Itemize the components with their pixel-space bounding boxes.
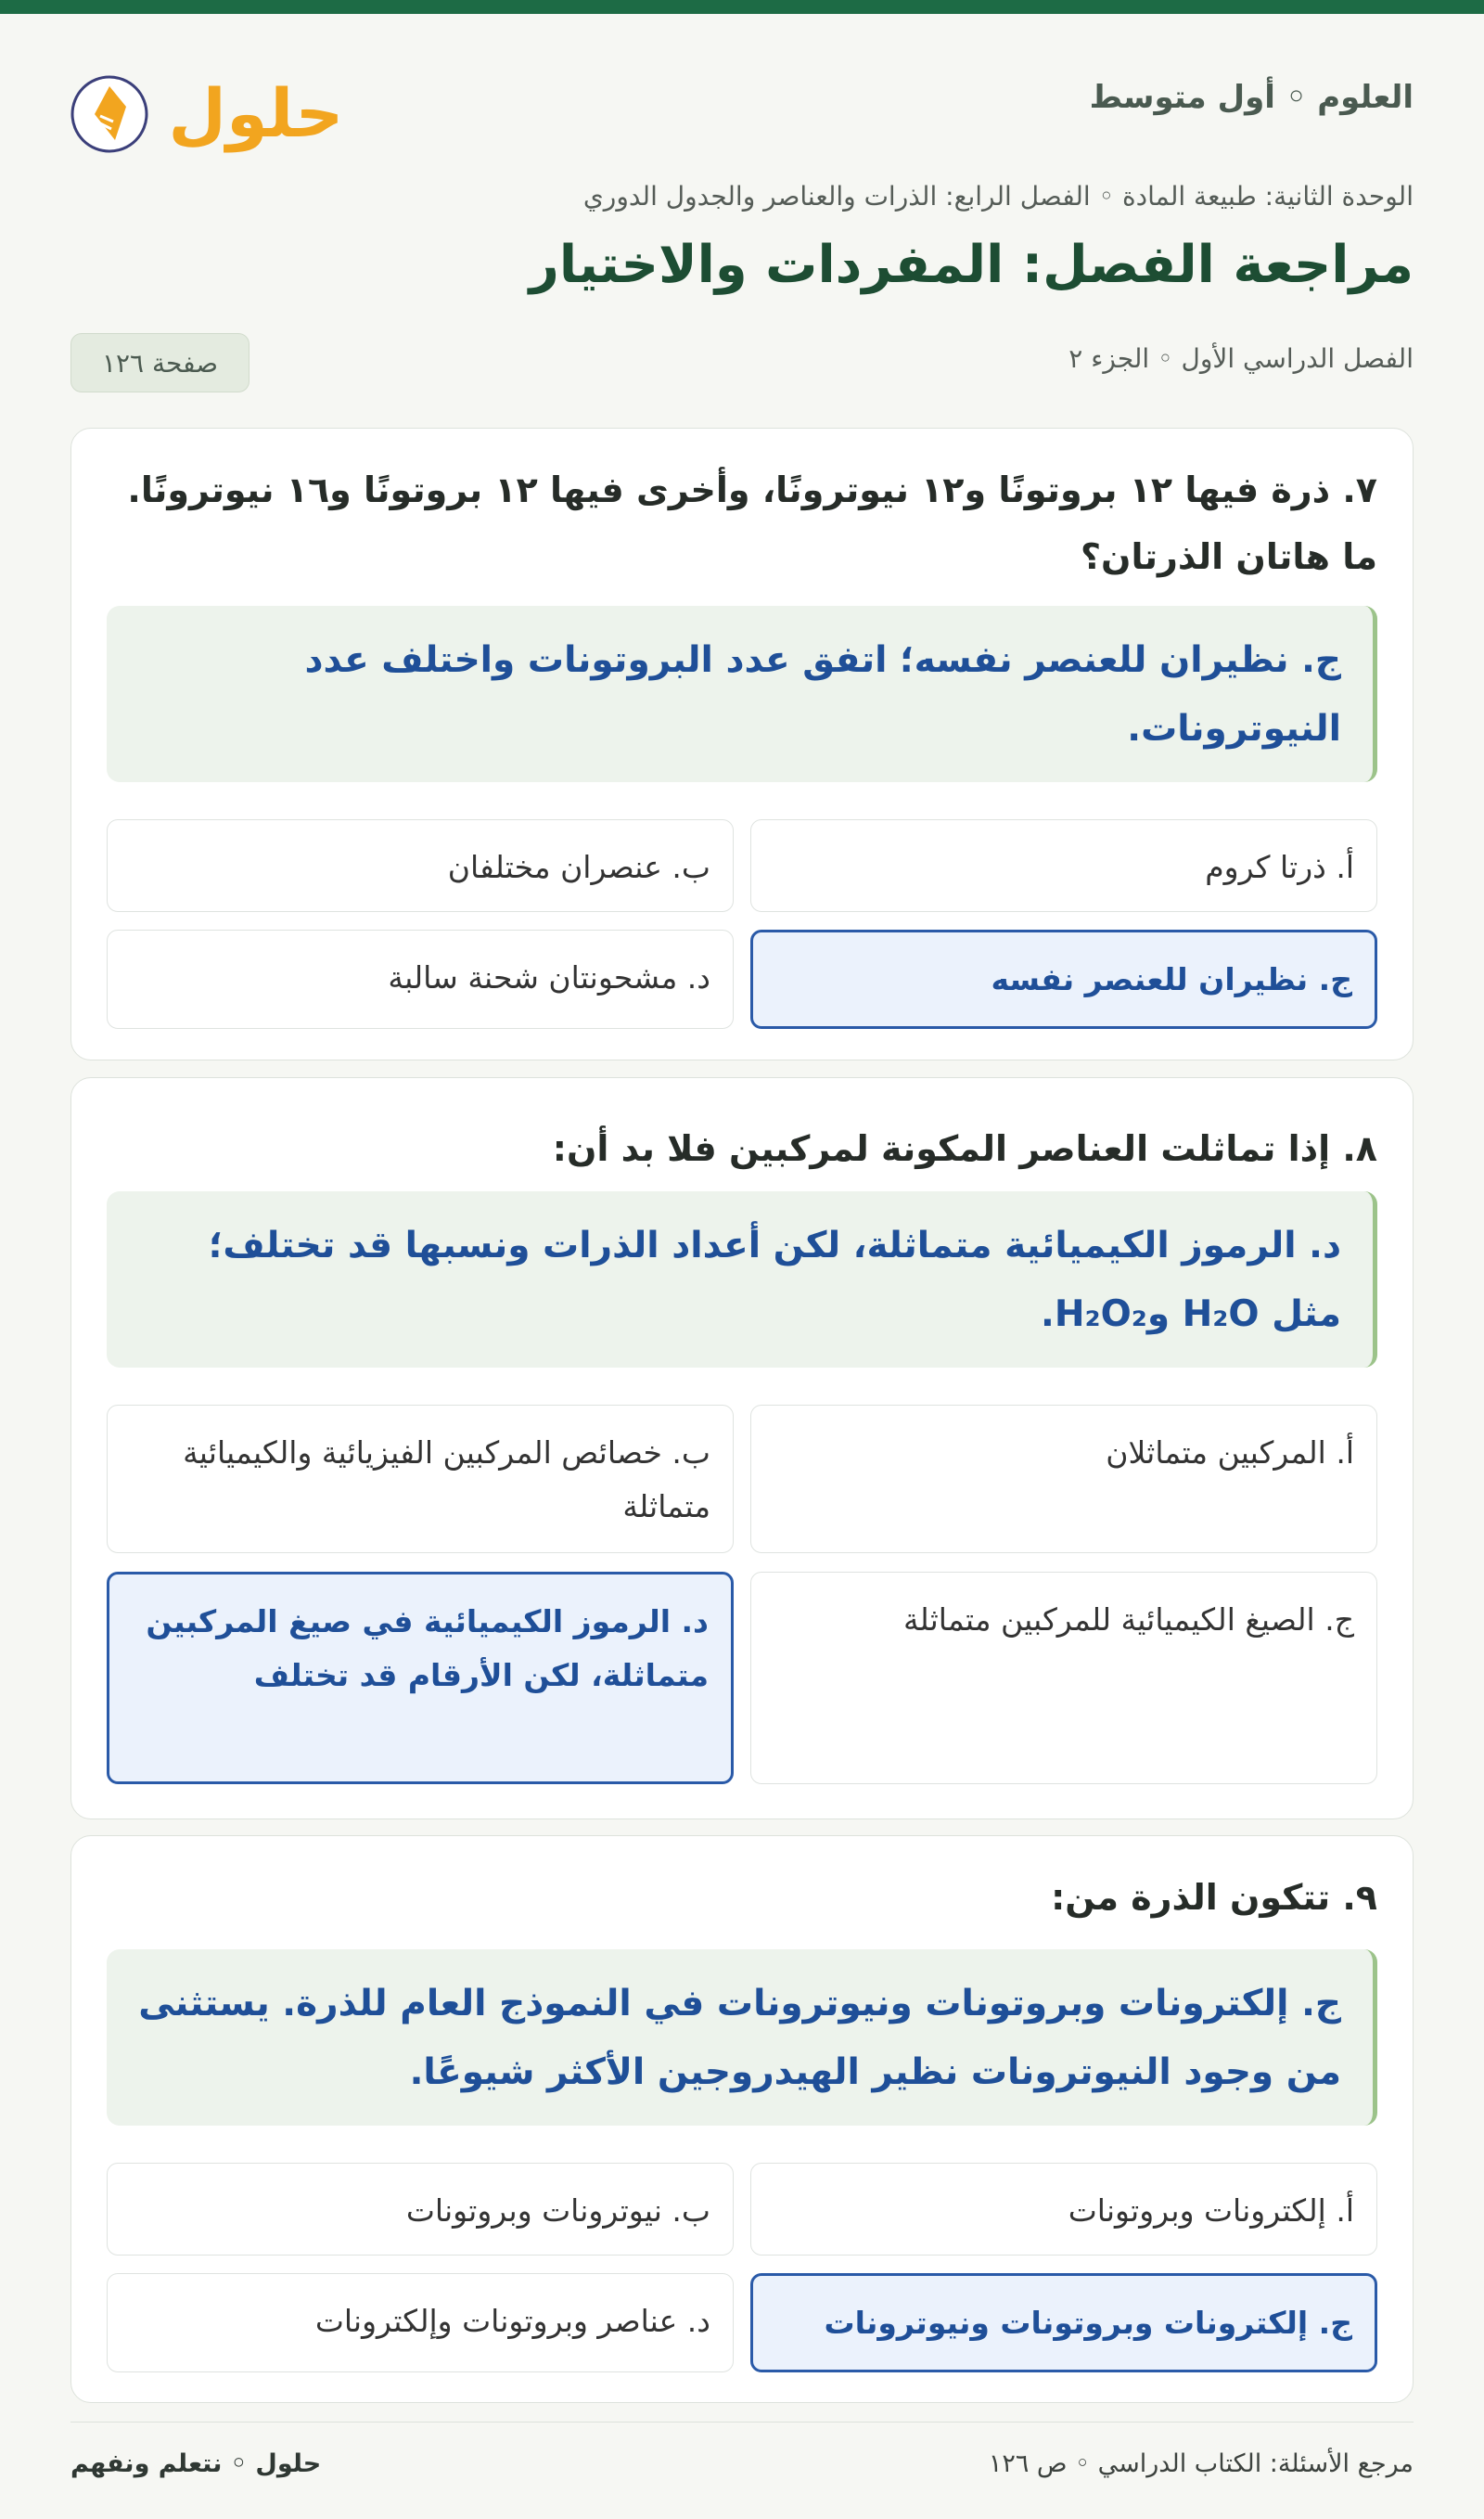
question-card-8 bbox=[70, 1077, 1414, 1819]
footer-source: مرجع الأسئلة: الكتاب الدراسي ◦ ص ١٢٦ bbox=[988, 2449, 1414, 2478]
option-c[interactable]: ج. الصيغ الكيميائية للمركبين متماثلة bbox=[750, 1572, 1377, 1784]
option-a[interactable]: أ. إلكترونات وبروتونات bbox=[750, 2163, 1377, 2256]
option-a[interactable]: أ. ذرتا كروم bbox=[750, 819, 1377, 912]
breadcrumb: الوحدة الثانية: طبيعة المادة ◦ الفصل الرابع: الذرات والعناصر والجدول الدوري bbox=[582, 181, 1414, 212]
question-text: ٧. ذرة فيها ١٢ بروتونًا و١٢ نيوترونًا، وأخرى فيها ١٢ بروتونًا و١٦ نيوترونًا. ما هاتان الذرتان؟ bbox=[127, 469, 1377, 577]
header bbox=[70, 14, 1414, 190]
option-b[interactable]: ب. عنصران مختلفان bbox=[107, 819, 734, 912]
subject-label: العلوم ◦ أول متوسط bbox=[1089, 79, 1414, 116]
page-badge: صفحة ١٢٦ bbox=[70, 333, 249, 392]
top-accent-bar bbox=[0, 0, 1484, 14]
question-text: ٨. إذا تماثلت العناصر المكونة لمركبين فلا بد أن: bbox=[552, 1128, 1377, 1169]
question-text: ٩. تتكون الذرة من: bbox=[1051, 1877, 1377, 1918]
option-d[interactable]: د. مشحونتان شحنة سالبة bbox=[107, 930, 734, 1029]
hulool-logo[interactable] bbox=[70, 60, 344, 162]
option-b[interactable]: ب. نيوترونات وبروتونات bbox=[107, 2163, 734, 2256]
semester-meta: الفصل الدراسي الأول ◦ الجزء ٢ bbox=[1068, 343, 1414, 374]
page-title: مراجعة الفصل: المفردات والاختيار bbox=[529, 235, 1414, 295]
answer-box: د. الرموز الكيميائية متماثلة، لكن أعداد الذرات ونسبها قد تختلف؛ مثل H₂O وH₂O₂. bbox=[107, 1191, 1377, 1368]
footer-brand: حلول ◦ نتعلم ونفهم bbox=[70, 2449, 322, 2478]
option-d-selected[interactable]: د. الرموز الكيميائية في صيغ المركبين متماثلة، لكن الأرقام قد تختلف bbox=[107, 1572, 734, 1784]
footer-divider bbox=[70, 2422, 1414, 2423]
option-a[interactable]: أ. المركبين متماثلان bbox=[750, 1405, 1377, 1553]
option-c-selected[interactable]: ج. نظيران للعنصر نفسه bbox=[750, 930, 1377, 1029]
option-d[interactable]: د. عناصر وبروتونات وإلكترونات bbox=[107, 2273, 734, 2372]
logo-text: حلول bbox=[168, 74, 344, 152]
question-card-7 bbox=[70, 428, 1414, 1060]
question-card-9 bbox=[70, 1835, 1414, 2403]
answer-box: ج. إلكترونات وبروتونات ونيوترونات في النموذج العام للذرة. يستثنى من وجود النيوترونات نظير الهيدروجين الأكثر شيوعًا. bbox=[107, 1949, 1377, 2126]
page bbox=[70, 14, 1414, 2478]
option-c-selected[interactable]: ج. إلكترونات وبروتونات ونيوترونات bbox=[750, 2273, 1377, 2372]
option-b[interactable]: ب. خصائص المركبين الفيزيائية والكيميائية متماثلة bbox=[107, 1405, 734, 1553]
answer-box: ج. نظيران للعنصر نفسه؛ اتفق عدد البروتونات واختلف عدد النيوترونات. bbox=[107, 606, 1377, 782]
